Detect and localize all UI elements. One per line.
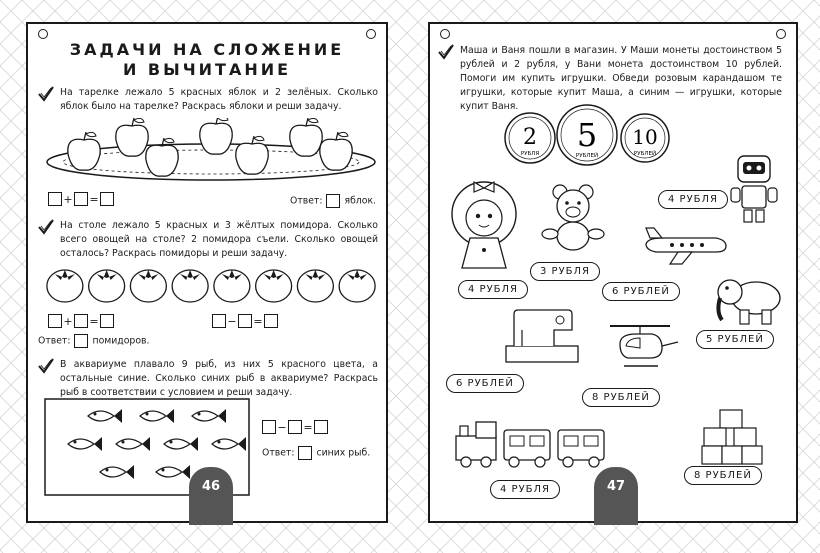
binder-hole xyxy=(366,29,376,39)
tomato-icon xyxy=(47,270,83,302)
answer-box[interactable] xyxy=(264,314,278,328)
helicopter-picture xyxy=(606,322,682,374)
elephant-picture xyxy=(714,272,784,328)
coin-10 xyxy=(621,114,669,162)
page-title xyxy=(28,40,386,80)
answer-box[interactable] xyxy=(100,314,114,328)
tomato-icon xyxy=(172,270,208,302)
coin-value: 5 xyxy=(576,116,598,154)
teddy-bear-picture xyxy=(538,184,608,256)
equals-sign: = xyxy=(303,420,313,434)
tomato-icon xyxy=(89,270,125,302)
minus-sign: − xyxy=(227,314,237,328)
answer-box[interactable] xyxy=(100,192,114,206)
equals-sign: = xyxy=(89,314,99,328)
tomato-icon xyxy=(297,270,333,302)
task3-equation xyxy=(262,420,328,434)
binder-hole xyxy=(38,29,48,39)
checkmark-icon xyxy=(38,219,54,235)
price-tag-bear: 3 РУБЛЯ xyxy=(530,262,600,281)
tomato-icon xyxy=(214,270,250,302)
task3-text: В аквариуме плавало 9 рыб, из них 5 красного цвета, а остальные синие. Сколько синих рыб в аквариуме? Раскрась рыб в соответствии с условием и реши задачу. xyxy=(60,359,378,398)
task1-text: На тарелке лежало 5 красных яблок и 2 зелёных. Сколько яблок было на тарелке? Раскрась яблоки и реши задачу. xyxy=(60,87,378,112)
answer-box[interactable] xyxy=(48,192,62,206)
answer-unit: помидоров. xyxy=(92,335,150,347)
doll-picture xyxy=(444,176,524,276)
binder-hole xyxy=(776,29,786,39)
apple-icon xyxy=(68,132,100,170)
answer-box[interactable] xyxy=(74,314,88,328)
equals-sign: = xyxy=(253,314,263,328)
title-line-2: И ВЫЧИТАНИЕ xyxy=(122,60,292,79)
answer-box[interactable] xyxy=(326,194,340,208)
apple-icon xyxy=(290,118,322,156)
task2-answer xyxy=(38,334,149,348)
page-number: 47 xyxy=(594,467,638,525)
coin-label: РУБЛЯ xyxy=(520,151,540,157)
answer-box[interactable] xyxy=(74,192,88,206)
answer-box[interactable] xyxy=(298,446,312,460)
page-47 xyxy=(428,22,798,523)
task2-equation-add xyxy=(48,314,114,328)
task2-equation-subtract xyxy=(212,314,278,328)
coins xyxy=(502,102,672,172)
checkmark-icon xyxy=(438,44,454,60)
plate-with-apples xyxy=(44,118,378,186)
checkmark-icon xyxy=(38,86,54,102)
coin-value: 2 xyxy=(523,125,537,150)
binder-hole xyxy=(440,29,450,39)
tomato-icon xyxy=(256,270,292,302)
coin-2 xyxy=(505,113,555,163)
tomatoes-row xyxy=(44,262,378,306)
answer-box[interactable] xyxy=(288,420,302,434)
coin-label: РУБЛЕЙ xyxy=(633,151,657,157)
answer-box[interactable] xyxy=(48,314,62,328)
answer-box[interactable] xyxy=(238,314,252,328)
answer-box[interactable] xyxy=(262,420,276,434)
price-tag-helicopter: 8 РУБЛЕЙ xyxy=(582,388,660,407)
task-text: Маша и Ваня пошли в магазин. У Маши монеты достоинством 5 рублей и 2 рубля, у Вани монета достоинством 10 рублей. Помоги им купить игрушки. Обведи розовым карандашом те игрушки, которые купит Маша, а синим — игрушки, которые купит Ваня. xyxy=(460,45,782,112)
coin-label: РУБЛЕЙ xyxy=(575,153,599,159)
tomato-icon xyxy=(339,270,375,302)
minus-sign: − xyxy=(277,420,287,434)
answer-label: Ответ: xyxy=(290,195,323,207)
plus-sign: + xyxy=(63,314,73,328)
train-picture xyxy=(450,416,612,470)
price-tag-robot: 4 РУБЛЯ xyxy=(658,190,728,209)
apple-icon xyxy=(200,118,232,154)
answer-box[interactable] xyxy=(212,314,226,328)
answer-unit: синих рыб. xyxy=(316,447,371,459)
answer-label: Ответ: xyxy=(38,335,71,347)
answer-unit: яблок. xyxy=(344,195,377,207)
checkmark-icon xyxy=(38,358,54,374)
coin-value: 10 xyxy=(632,125,658,149)
price-tag-plane: 6 РУБЛЕЙ xyxy=(602,282,680,301)
apple-icon xyxy=(236,136,268,174)
robot-picture xyxy=(728,152,780,224)
task3-answer xyxy=(262,446,370,460)
airplane-picture xyxy=(642,224,728,270)
price-tag-train: 4 РУБЛЯ xyxy=(490,480,560,499)
title-line-1: ЗАДАЧИ НА СЛОЖЕНИЕ xyxy=(69,40,345,59)
answer-box[interactable] xyxy=(74,334,88,348)
price-tag-blocks: 8 РУБЛЕЙ xyxy=(684,466,762,485)
tomato-icon xyxy=(130,270,166,302)
apple-icon xyxy=(116,118,148,156)
equals-sign: = xyxy=(89,192,99,206)
page-46 xyxy=(26,22,388,523)
price-tag-elephant: 5 РУБЛЕЙ xyxy=(696,330,774,349)
apple-icon xyxy=(320,132,352,170)
coin-5 xyxy=(557,105,617,165)
task2-text: На столе лежало 5 красных и 3 жёлтых помидора. Сколько всего овощей на столе? 2 помидора съели. Сколько овощей осталось? Раскрась помидоры и реши задачу. xyxy=(60,220,378,259)
task1-answer xyxy=(290,194,376,208)
task1-equation xyxy=(48,192,114,206)
price-tag-sewing-machine: 6 РУБЛЕЙ xyxy=(446,374,524,393)
answer-box[interactable] xyxy=(314,420,328,434)
price-tag-doll: 4 РУБЛЯ xyxy=(458,280,528,299)
sewing-machine-picture xyxy=(502,306,582,366)
answer-label: Ответ: xyxy=(262,447,295,459)
page-number: 46 xyxy=(189,467,233,525)
plus-sign: + xyxy=(63,192,73,206)
toy-blocks-picture xyxy=(698,406,768,468)
